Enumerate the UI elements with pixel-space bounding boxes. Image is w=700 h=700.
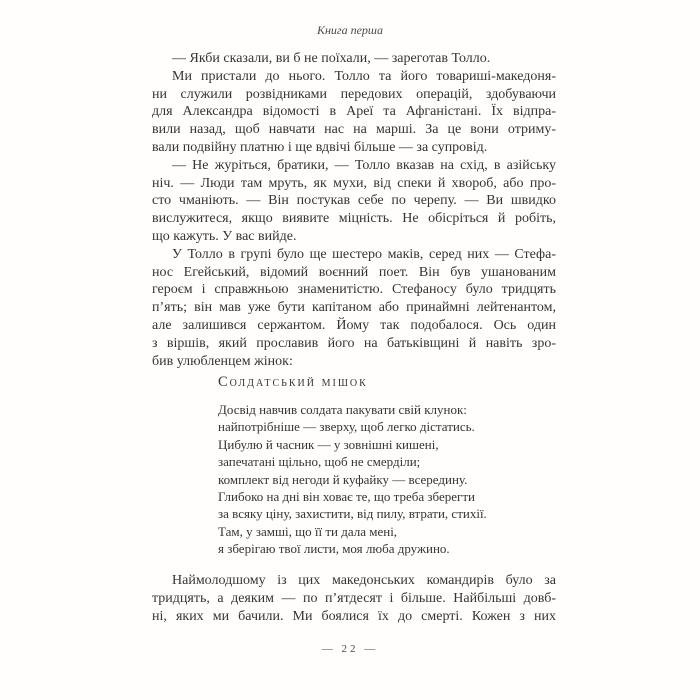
- poem-line: Глибоко на дні він ховає те, що треба зберегти: [218, 489, 475, 505]
- poem-line: Там, у замші, що її ти дала мені,: [218, 523, 398, 539]
- text-line: Ми пристали до нього. Толло та його товариші-македоня-: [172, 68, 556, 84]
- poem-line: я зберігаю твої листи, моя люба дружино.: [218, 541, 450, 557]
- text-line: героєм і справжньою знаменитістю. Стефаносу було тридцять: [152, 282, 556, 298]
- text-line: — Якби сказали, ви б не поїхали, — зареготав Толло.: [172, 51, 491, 66]
- poem-line: найпотрібніше — зверху, щоб легко дістатись.: [218, 419, 475, 435]
- main-text-block: [152, 50, 556, 370]
- text-line: сто чманіють. — Він постукав себе по черепу. — Ви швидко: [152, 193, 556, 209]
- text-line: з віршів, який прославив його на батьківщині й навіть зро-: [152, 335, 556, 351]
- poem-line: Цибулю й часник — у зовнішні кишені,: [218, 436, 439, 452]
- poem-line: Досвід навчив солдата пакувати свій клунок:: [218, 402, 467, 417]
- text-line: вили назад, щоб навчати нас на марші. За це вони отриму-: [152, 122, 556, 138]
- closing-text-block: [152, 572, 556, 625]
- poem-title: Солдатський мішок: [218, 374, 368, 390]
- poem-line: комплект від негоди й куфайку — всередину.: [218, 471, 468, 487]
- poem-line: запечатані щільно, щоб не смерділи;: [218, 454, 421, 470]
- text-line: нос Егейський, відомий воєнний поет. Він був ушанованим: [152, 264, 556, 280]
- text-line: У Толло в групі було ще шестеро маків, серед них — Стефа-: [172, 246, 556, 262]
- text-line: тридцять, а деяким — по п’ятдесят і більше. Найбільші довб-: [152, 590, 556, 606]
- poem-block: [218, 374, 558, 558]
- text-line: вали подвійну платню і ще вдвічі більше — за супровід.: [152, 139, 488, 155]
- text-line: для Александра відомості в Ареї та Афганістані. Їх відпра-: [152, 104, 556, 120]
- page-number: — 22 —: [321, 643, 379, 655]
- text-line: що кажуть. У вас вийде.: [152, 228, 297, 244]
- text-line: — Не журіться, братики, — Толло вказав на схід, в азійську: [172, 157, 556, 173]
- text-line: ні, яких ми бачили. Ми боялися їх до смерті. Кожен з них: [152, 608, 556, 624]
- text-line: вислужитеся, якщо виявите міцність. Не обісріться й робіть,: [152, 211, 556, 227]
- text-line: ни служили розвідниками передових операцій, здобуваючи: [152, 86, 556, 102]
- text-line: бив улюбленцем жінок:: [152, 353, 293, 369]
- text-line: п’ять; він мав уже бути капітаном або принаймні лейтенантом,: [152, 300, 556, 316]
- text-line: Наймолодшому із цих македонських командирів було за: [172, 573, 556, 588]
- poem-line: за всяку ціну, захистити, від пилу, втрати, стихії.: [218, 506, 487, 522]
- text-line: але залишився сержантом. Йому так подобалося. Ось один: [152, 317, 556, 333]
- running-head: Книга перша: [317, 23, 383, 37]
- text-line: ніч. — Люди там мруть, як мухи, від спеки й хвороб, або про-: [152, 175, 556, 191]
